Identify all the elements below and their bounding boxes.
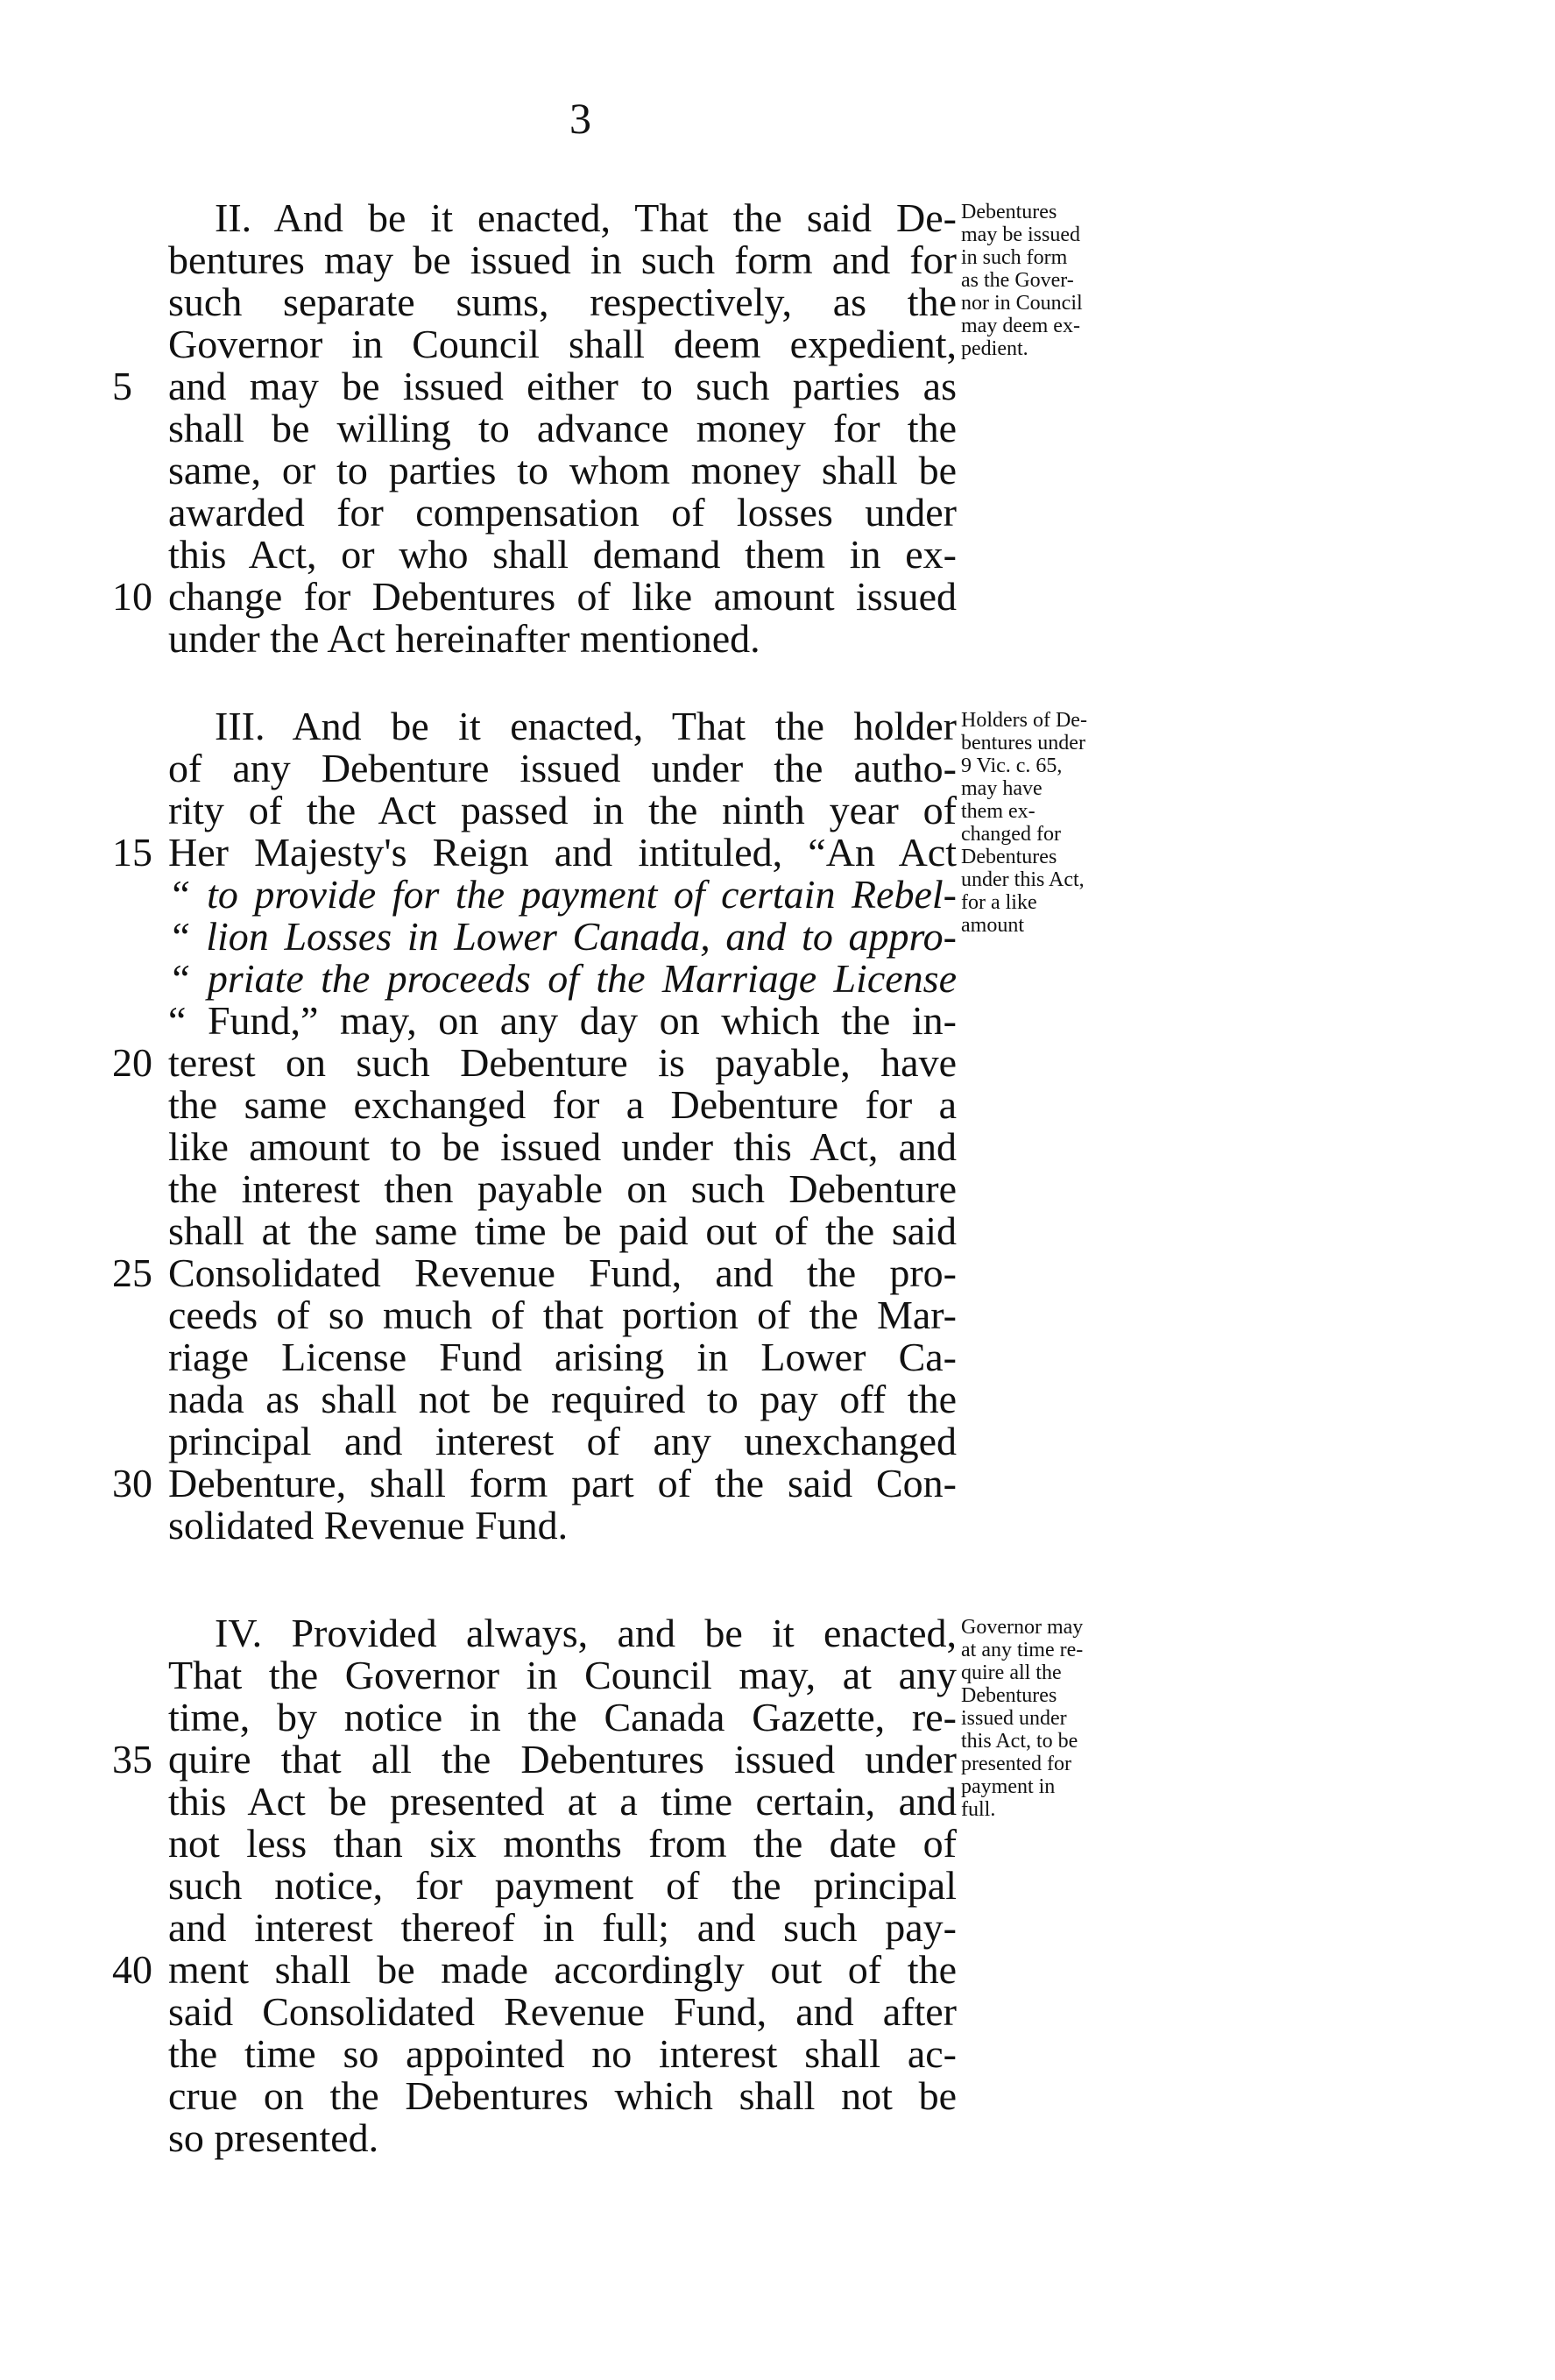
marginal-note-line: pedient. [961,337,1028,360]
text-line: IV. Provided always, and be it enacted, [215,1611,957,1655]
marginal-note-line: full. [961,1798,996,1821]
text-line: “ Fund,” may, on any day on which the in- [168,998,957,1043]
marginal-note-line: for a like [961,891,1037,914]
marginal-note-line: as the Gover- [961,269,1074,292]
line-number: 30 [112,1461,152,1505]
text-line: ment shall be made accordingly out of the [168,1947,957,1992]
text-line: and interest thereof in full; and such pay- [168,1905,957,1950]
marginal-note-line: bentures under [961,732,1085,754]
text-line: Consolidated Revenue Fund, and the pro- [168,1250,957,1295]
text-line: this Act, or who shall demand them in ex- [168,532,957,577]
marginal-note-line: Debentures [961,201,1057,223]
text-line: not less than six months from the date of [168,1821,957,1866]
marginal-note-line: presented for [961,1753,1071,1775]
marginal-note-line: payment in [961,1775,1056,1798]
text-line: same, or to parties to whom money shall be [168,448,957,492]
marginal-note-line: them ex- [961,800,1035,823]
marginal-note-line: nor in Council [961,292,1083,315]
text-line: solidated Revenue Fund. [168,1503,569,1548]
text-line: said Consolidated Revenue Fund, and after [168,1989,957,2034]
text-line: III. And be it enacted, That the holder [215,704,957,748]
marginal-note-line: Debentures [961,1684,1057,1707]
line-number: 15 [112,830,152,875]
text-line: so presented. [168,2115,379,2160]
text-line: the same exchanged for a Debenture for a [168,1082,957,1127]
marginal-note-line: may be issued [961,223,1080,246]
text-line: such notice, for payment of the principal [168,1863,957,1908]
text-line: bentures may be issued in such form and for [168,237,957,282]
marginal-note-line: amount [961,914,1024,937]
text-line: rity of the Act passed in the ninth year of [168,788,957,832]
text-line: terest on such Debenture is payable, have [168,1040,957,1085]
marginal-note-line: Holders of De- [961,709,1087,732]
marginal-note-line: may have [961,777,1043,800]
marginal-note-line: under this Act, [961,868,1085,891]
marginal-note-line: at any time re- [961,1639,1084,1661]
marginal-note-line: changed for [961,823,1061,846]
text-line: this Act be presented at a time certain, and [168,1779,957,1824]
text-line: “ to provide for the payment of certain Rebel- [168,872,957,917]
line-number: 40 [112,1947,152,1992]
line-number: 10 [112,574,152,619]
line-number: 25 [112,1250,152,1295]
text-line: of any Debenture issued under the autho- [168,746,957,790]
text-line: crue on the Debentures which shall not be [168,2073,957,2118]
text-line: Debenture, shall form part of the said Con- [168,1461,957,1505]
text-line: under the Act hereinafter mentioned. [168,616,760,661]
text-line: “ lion Losses in Lower Canada, and to appro- [168,914,957,959]
text-line: shall be willing to advance money for the [168,406,957,450]
text-line: II. And be it enacted, That the said De- [215,195,957,240]
marginal-note-line: quire all the [961,1661,1062,1684]
marginal-note-line: may deem ex- [961,315,1080,337]
page-number: 3 [569,94,591,143]
line-number: 20 [112,1040,152,1085]
marginal-note-line: Governor may [961,1616,1084,1639]
text-line: “ priate the proceeds of the Marriage License [168,956,957,1001]
text-line: and may be issued either to such parties as [168,364,957,408]
marginal-note-line: 9 Vic. c. 65, [961,754,1063,777]
marginal-note-line: in such form [961,246,1068,269]
text-line: awarded for compensation of losses under [168,490,957,535]
text-line: riage License Fund arising in Lower Ca- [168,1335,957,1379]
text-line: That the Governor in Council may, at any [168,1653,957,1697]
text-line: shall at the same time be paid out of the said [168,1208,957,1253]
text-line: nada as shall not be required to pay off the [168,1377,957,1421]
text-line: Governor in Council shall deem expedient, [168,322,957,366]
text-line: time, by notice in the Canada Gazette, re- [168,1695,957,1739]
text-line: Her Majesty's Reign and intituled, “An Act [168,830,957,875]
text-line: like amount to be issued under this Act, and [168,1124,957,1169]
text-line: ceeds of so much of that portion of the Mar- [168,1293,957,1337]
line-number: 35 [112,1737,152,1781]
text-line: the time so appointed no interest shall ac- [168,2031,957,2076]
marginal-note-line: Debentures [961,846,1057,868]
marginal-note-line: this Act, to be [961,1730,1078,1753]
text-line: change for Debentures of like amount issued [168,574,957,619]
line-number: 5 [112,364,132,408]
text-line: quire that all the Debentures issued under [168,1737,957,1781]
text-line: principal and interest of any unexchanged [168,1419,957,1463]
marginal-note-line: issued under [961,1707,1067,1730]
text-line: such separate sums, respectively, as the [168,280,957,324]
text-line: the interest then payable on such Debenture [168,1166,957,1211]
